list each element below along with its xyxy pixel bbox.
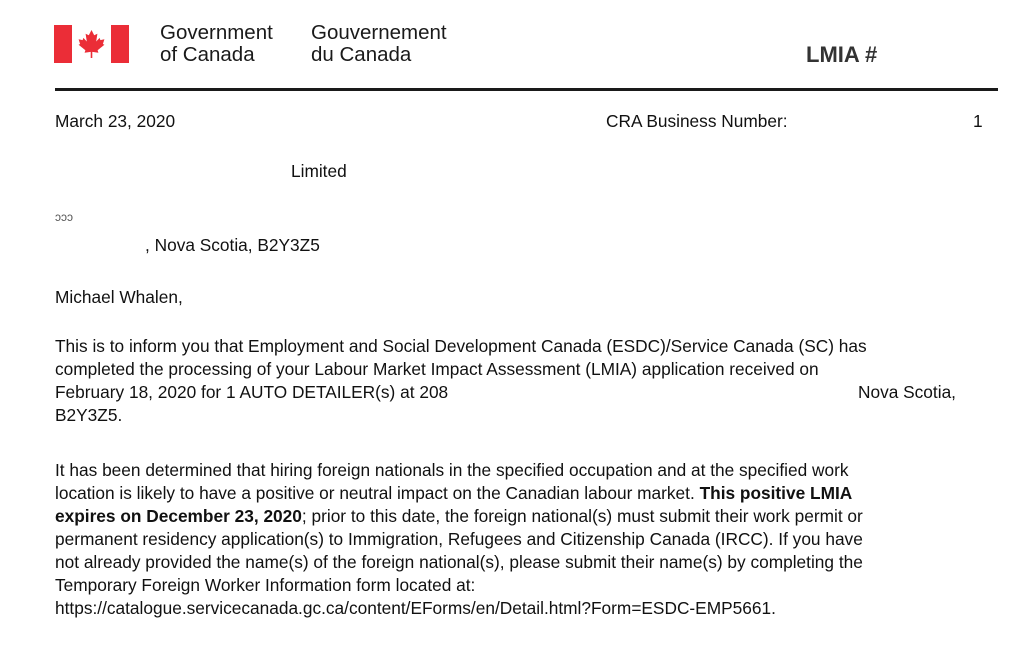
p2-line2-start: location is likely to have a positive or neutral impact on the Canadian labour market.: [55, 483, 695, 503]
government-of-canada-french: [311, 22, 447, 66]
p2-line5: not already provided the name(s) of the foreign national(s), please submit their name(s) by completing the: [55, 552, 863, 572]
paragraph-positive-lmia: [55, 459, 970, 620]
flag-left-bar: [54, 25, 72, 63]
p1-line2: completed the processing of your Labour Market Impact Assessment (LMIA) application received on: [55, 359, 819, 379]
lmia-number-label: LMIA #: [806, 42, 878, 67]
header-divider: [55, 88, 998, 91]
p2-line6: Temporary Foreign Worker Information form located at:: [55, 575, 476, 595]
gov-en-line1: Government: [160, 21, 273, 44]
tfw-form-url[interactable]: https://catalogue.servicecanada.gc.ca/content/EForms/en/Detail.html?Form=ESDC-EMP5661.: [55, 598, 776, 618]
maple-leaf-icon: [79, 30, 105, 58]
p1-line3: [55, 381, 970, 404]
p2-line4: permanent residency application(s) to Immigration, Refugees and Citizenship Canada (IRCC). If you have: [55, 529, 863, 549]
street-fragment: ɔɔɔ: [55, 210, 73, 224]
gov-fr-line1: Gouvernement: [311, 21, 447, 44]
p1-line4: B2Y3Z5.: [55, 405, 123, 425]
company-name-suffix: Limited: [291, 161, 347, 181]
p1-line3-end: Nova Scotia,: [858, 382, 956, 402]
cra-business-number-label: CRA Business Number:: [606, 111, 788, 131]
p1-line3-start: February 18, 2020 for 1 AUTO DETAILER(s) at 208: [55, 382, 449, 402]
p2-line3: [55, 505, 970, 528]
salutation: Michael Whalen,: [55, 287, 183, 307]
p2-bold-positive-lmia: This positive LMIA: [699, 483, 853, 503]
flag-right-bar: [111, 25, 129, 63]
cra-business-number-tail: 1: [973, 111, 983, 131]
p2-line3-end: ; prior to this date, the foreign national(s) must submit their work permit or: [301, 506, 863, 526]
p2-line1: It has been determined that hiring foreign nationals in the specified occupation and at the specified work: [55, 460, 849, 480]
gov-fr-line2: du Canada: [311, 43, 412, 66]
canada-flag-icon: [54, 25, 129, 63]
p2-bold-expiry: expires on December 23, 2020: [55, 506, 302, 526]
address-city-line: , Nova Scotia, B2Y3Z5: [145, 235, 320, 255]
p1-line1: This is to inform you that Employment and Social Development Canada (ESDC)/Service Canada (SC) has: [55, 336, 867, 356]
p2-line2: [55, 482, 970, 505]
gov-en-line2: of Canada: [160, 43, 255, 66]
paragraph-processing-notice: [55, 335, 970, 427]
letter-date: March 23, 2020: [55, 111, 176, 131]
government-of-canada-english: [160, 22, 273, 66]
